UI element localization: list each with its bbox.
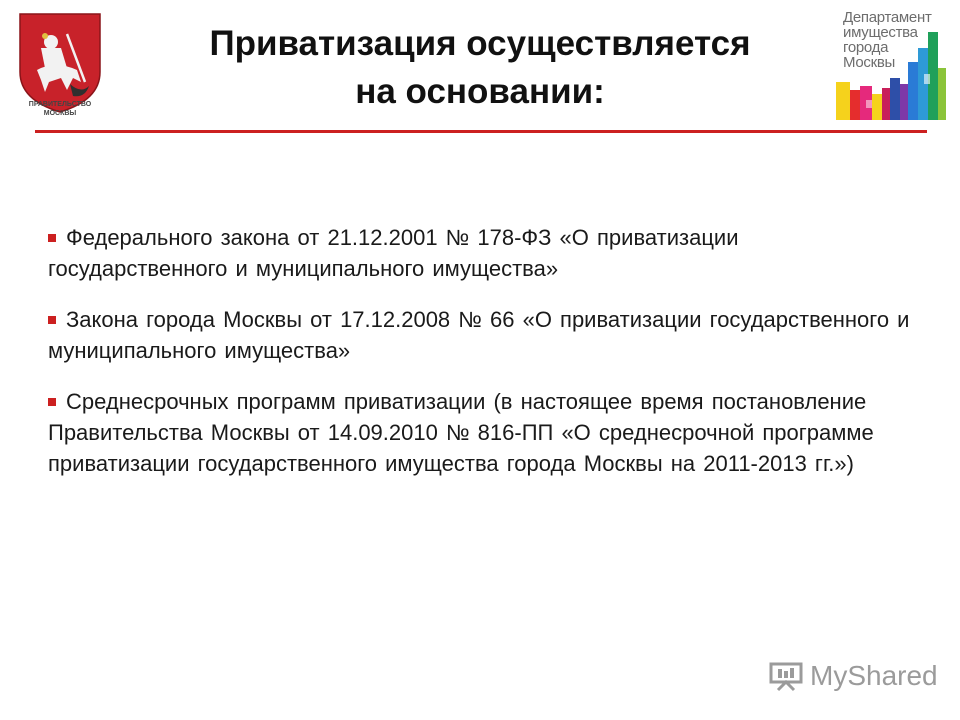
header-divider (35, 130, 927, 133)
dept-line-1: Департамент (843, 9, 932, 26)
list-item-text: Среднесрочных программ приватизации (в настоящее время постановление Правительства Москвы от 14.09.2010 № 816-ПП «О среднесрочной программе приватизации государственного имущества города Москвы на 2011-2013 гг.») (48, 389, 874, 476)
list-item (48, 386, 918, 479)
list-item (48, 304, 918, 366)
dept-line-2: имущества (843, 24, 918, 41)
department-logo-text (843, 10, 932, 70)
square-bullet-icon (48, 316, 56, 324)
watermark (768, 656, 938, 696)
title-line-1: Приватизация осуществляется (209, 24, 751, 63)
bullet-list (48, 222, 918, 499)
page-title (130, 20, 830, 116)
list-item (48, 222, 918, 284)
list-item-text: Закона города Москвы от 17.12.2008 № 66 «О приватизации государственного и муниципального имущества» (48, 307, 910, 363)
presentation-board-icon (768, 660, 804, 692)
watermark-text: MyShared (810, 660, 938, 691)
list-item-text: Федерального закона от 21.12.2001 № 178-ФЗ «О приватизации государственного и муниципального имущества» (48, 225, 739, 281)
dept-line-4: Москвы (843, 54, 896, 71)
dept-line-3: города (843, 39, 889, 56)
emblem-caption-line-2: МОСКВЫ (43, 110, 77, 117)
square-bullet-icon (48, 234, 56, 242)
emblem-caption-line-1: ПРАВИТЕЛЬСТВО (28, 101, 92, 108)
emblem-caption (10, 100, 110, 118)
square-bullet-icon (48, 398, 56, 406)
title-line-2: на основании: (355, 72, 605, 111)
